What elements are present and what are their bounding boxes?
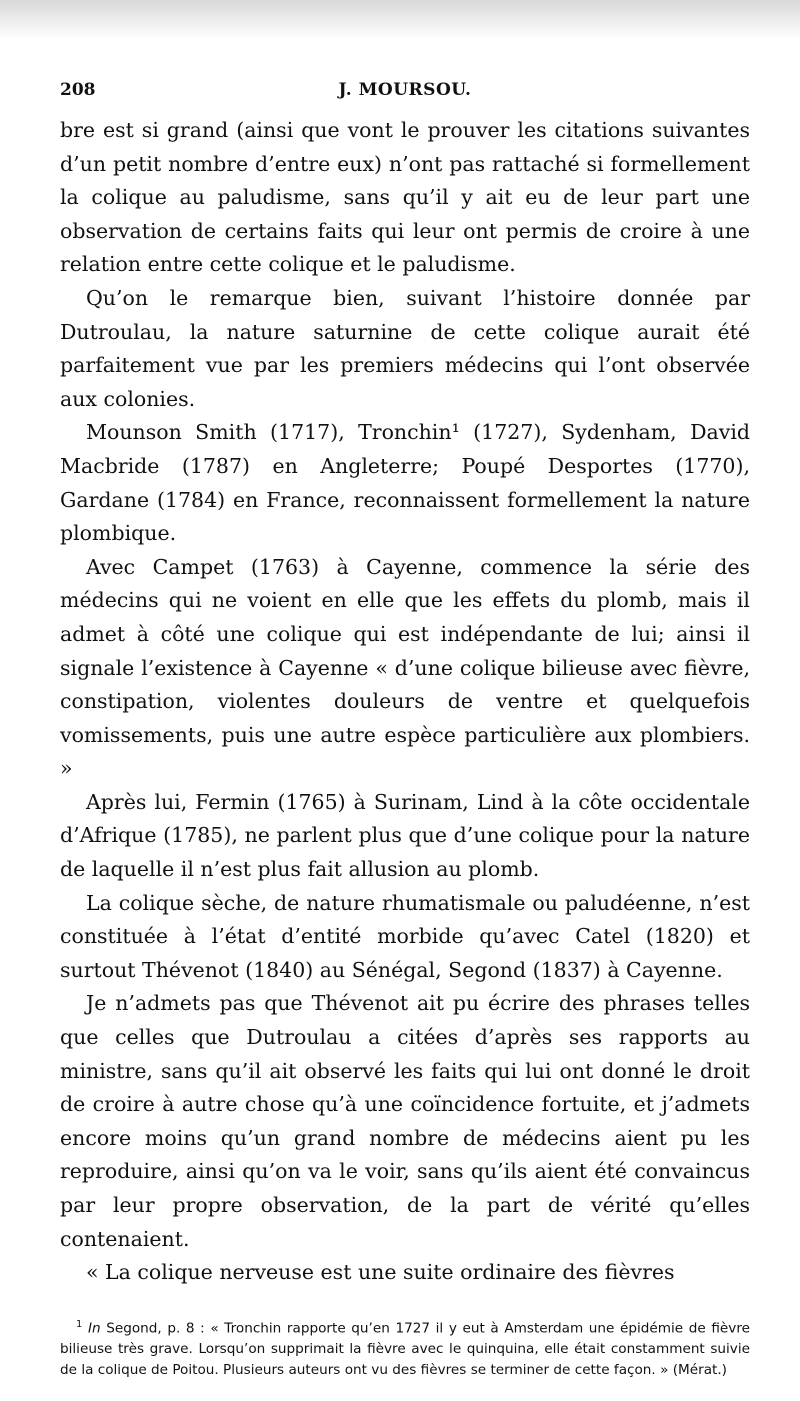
paragraph: Après lui, Fermin (1765) à Surinam, Lind à la côte occidentale d’Afrique (1785), ne parlent plus que d’une colique pour la nature de laquelle il n’est plus fait allusion au plomb. — [60, 789, 750, 882]
running-title: J. MOURSOU. — [338, 80, 472, 100]
footnote-marker: 1 — [76, 1318, 83, 1330]
book-page — [60, 80, 750, 1381]
footnote-text: Segond, p. 8 : « Tronchin rapporte qu’en 1727 il y eut à Amsterdam une épidémie de fièvre bilieuse très grave. Lorsqu’on supprimait la fièvre avec le quinquina, elle était constamment suivie de la colique de Poitou. Plusieurs auteurs ont vu des fièvres se terminer de cette façon. » (Mérat.) — [60, 1320, 750, 1379]
paragraph: Avec Campet (1763) à Cayenne, commence la série des médecins qui ne voient en elle que les effets du plomb, mais il admet à côté une colique qui est indépendante de lui; ainsi il signale l’existence à Cayenne « d’une colique bilieuse avec fièvre, constipation, violentes douleurs de ventre et quelquefois vomissements, puis une autre espèce particulière aux plombiers. » — [60, 554, 750, 781]
body-text — [60, 114, 750, 1290]
paragraph-continuation: bre est si grand (ainsi que vont le prouver les citations suivantes d’un petit nombre d’entre eux) n’ont pas rattaché si formellement la colique au paludisme, sans qu’il y ait eu de leur part une observation de certains faits qui leur ont permis de croire à une relation entre cette colique et le paludisme. — [60, 118, 750, 277]
paragraph: « La colique nerveuse est une suite ordinaire des fièvres — [86, 1260, 675, 1285]
page-number: 208 — [60, 80, 96, 100]
paragraph: Mounson Smith (1717), Tronchin¹ (1727), Sydenham, David Macbride (1787) en Angleterre; Poupé Desportes (1770), Gardane (1784) en France, reconnaissent formellement la nature plombique. — [60, 420, 750, 546]
paragraph: Je n’admets pas que Thévenot ait pu écrire des phrases telles que celles que Dutroulau a citées d’après ses rapports au ministre, sans qu’il ait observé les faits qui lui ont donné le droit de croire à autre chose qu’à une coïncidence fortuite, et j’admets encore moins qu’un grand nombre de médecins aient pu les reproduire, ainsi qu’on va le voir, sans qu’ils aient été convaincus par leur propre observation, de la part de vérité qu’elles contenaient. — [60, 991, 750, 1251]
scan-top-shadow — [0, 0, 800, 40]
paragraph: La colique sèche, de nature rhumatismale ou paludéenne, n’est constituée à l’état d’entité morbide qu’avec Catel (1820) et surtout Thévenot (1840) au Sénégal, Segond (1837) à Cayenne. — [60, 890, 750, 982]
paragraph: Qu’on le remarque bien, suivant l’histoire donnée par Dutroulau, la nature saturnine de cette colique aurait été parfaitement vue par les premiers médecins qui l’ont observée aux colonies. — [60, 285, 750, 411]
footnote — [60, 1314, 750, 1382]
footnote-source-italic: In — [88, 1320, 101, 1337]
running-head — [60, 80, 750, 108]
